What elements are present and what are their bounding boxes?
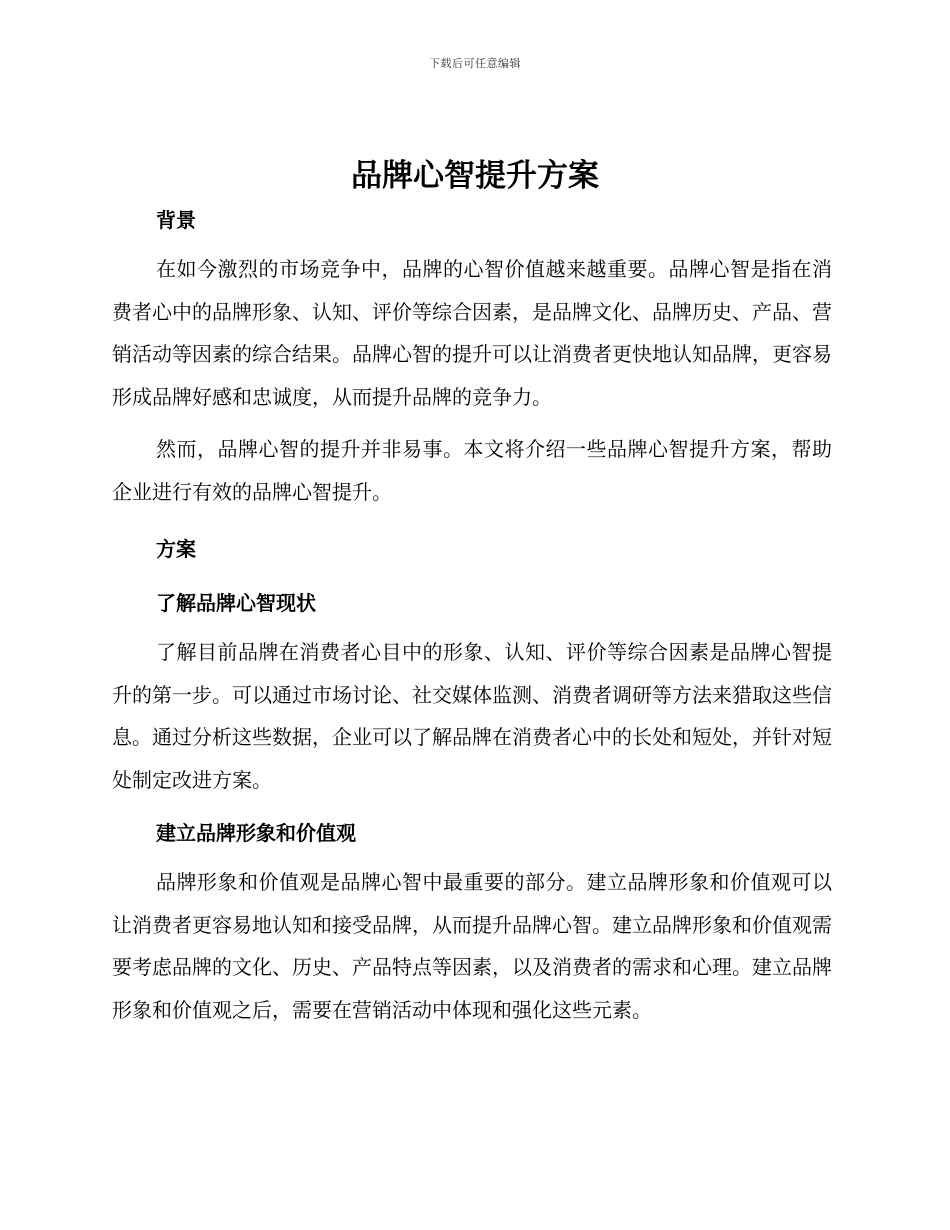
- paragraph-background-2: 然而，品牌心智的提升并非易事。本文将介绍一些品牌心智提升方案，帮助企业进行有效的品牌心智提升。: [112, 437, 832, 504]
- section-heading-plan: 方案: [156, 537, 196, 561]
- section-heading-background: 背景: [156, 208, 196, 232]
- section-heading-build: 建立品牌形象和价值观: [156, 821, 356, 845]
- document-body: [112, 198, 832, 1031]
- paragraph-understand: 了解目前品牌在消费者心目中的形象、认知、评价等综合因素是品牌心智提升的第一步。可以通过市场讨论、社交媒体监测、消费者调研等方法来猎取这些信息。通过分析这些数据，企业可以了解品牌在消费者心中的长处和短处，并针对短处制定改进方案。: [112, 640, 832, 792]
- paragraph-build: 品牌形象和价值观是品牌心智中最重要的部分。建立品牌形象和价值观可以让消费者更容易地认知和接受品牌，从而提升品牌心智。建立品牌形象和价值观需要考虑品牌的文化、历史、产品特点等因素，以及消费者的需求和心理。建立品牌形象和价值观之后，需要在营销活动中体现和强化这些元素。: [112, 870, 832, 1022]
- document-title: 品牌心智提升方案: [351, 158, 599, 194]
- section-heading-understand: 了解品牌心智现状: [156, 591, 316, 615]
- page-header-note: 下载后可任意编辑: [429, 57, 521, 70]
- paragraph-background-1: 在如今激烈的市场竞争中，品牌的心智价值越来越重要。品牌心智是指在消费者心中的品牌形象、认知、评价等综合因素，是品牌文化、品牌历史、产品、营销活动等因素的综合结果。品牌心智的提升可以让消费者更快地认知品牌，更容易形成品牌好感和忠诚度，从而提升品牌的竞争力。: [112, 257, 832, 409]
